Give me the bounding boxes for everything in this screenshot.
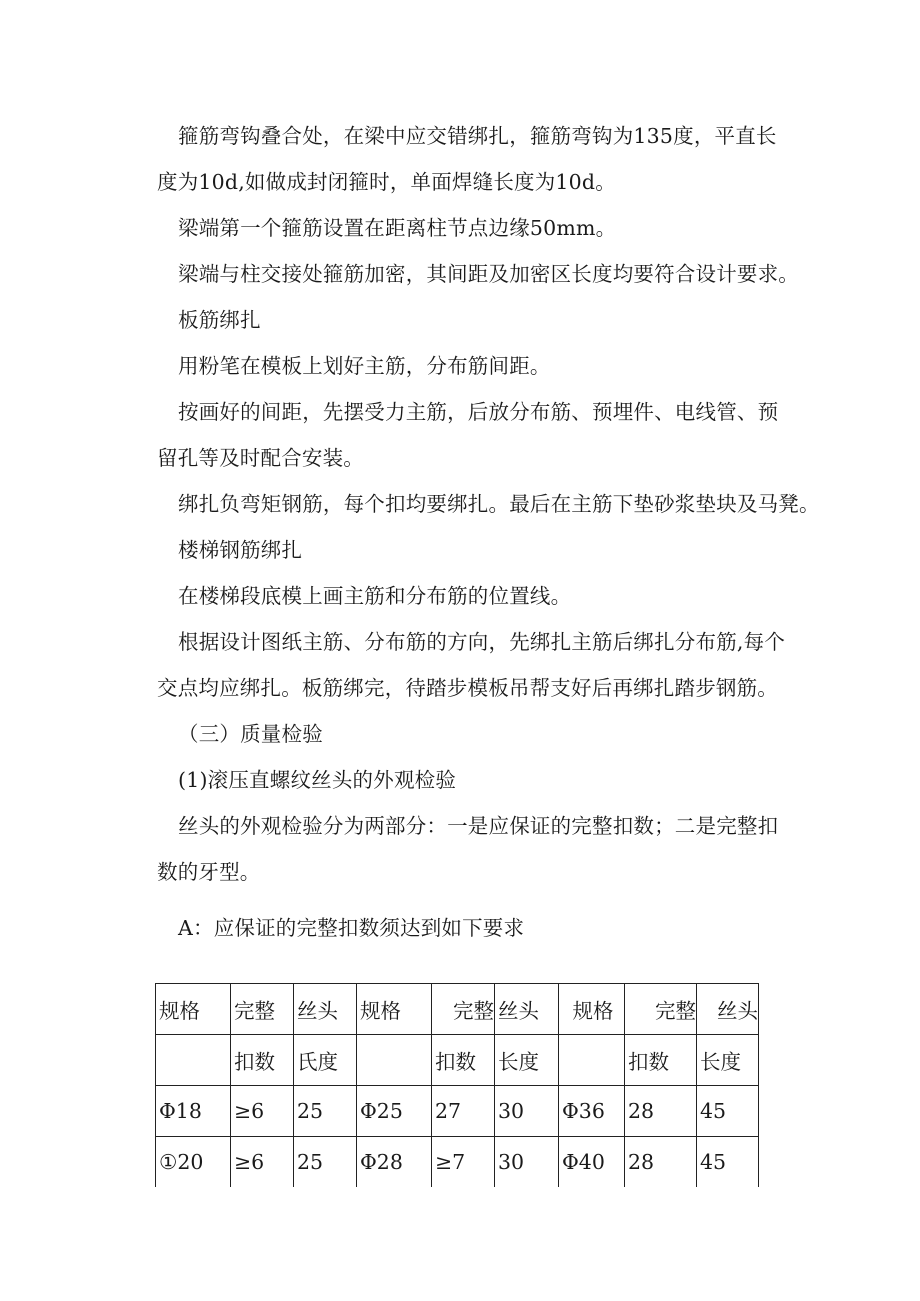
table-cell: 27	[432, 1086, 495, 1137]
heading-slab-rebar: 板筋绑扎	[178, 308, 261, 332]
table-cell: ①20	[156, 1137, 231, 1188]
paragraph-stair-lines: 在楼梯段底模上画主筋和分布筋的位置线。	[178, 584, 572, 608]
table-cell: 45	[697, 1086, 759, 1137]
table-cell: 丝头	[697, 984, 759, 1035]
table-cell: 扣数	[625, 1035, 697, 1086]
table-cell: 规格	[156, 984, 231, 1035]
paragraph-appearance-parts: 丝头的外观检验分为两部分：一是应保证的完整扣数；二是完整扣数的牙型。	[157, 814, 779, 884]
table-cell: 完整	[625, 984, 697, 1035]
heading-stair-rebar: 楼梯钢筋绑扎	[178, 538, 303, 562]
heading-quality-inspection: （三）质量检验	[178, 722, 323, 746]
table-cell: 25	[294, 1137, 357, 1188]
table-cell: 45	[697, 1137, 759, 1188]
paragraph-stirrup-hook: 箍筋弯钩叠合处，在梁中应交错绑扎，箍筋弯钩为135度，平直长度为10d,如做成封闭箍时，单面焊缝长度为10d。	[157, 124, 777, 194]
table-cell: 完整	[231, 984, 294, 1035]
table-cell: 丝头	[495, 984, 559, 1035]
table-header-row	[156, 984, 759, 1035]
paragraph-placement-order: 按画好的间距，先摆受力主筋，后放分布筋、预埋件、电线管、预留孔等及时配合安装。	[157, 400, 779, 470]
table-cell: 28	[625, 1086, 697, 1137]
table-cell	[357, 1035, 432, 1086]
table-cell: 30	[495, 1137, 559, 1188]
table-row	[156, 1137, 759, 1188]
table-cell: 28	[625, 1137, 697, 1188]
table-cell: ≥6	[231, 1086, 294, 1137]
table-cell: 丝头	[294, 984, 357, 1035]
table-cell: 长度	[697, 1035, 759, 1086]
table-cell	[156, 1035, 231, 1086]
table-cell: 长度	[495, 1035, 559, 1086]
table-cell: Φ36	[559, 1086, 625, 1137]
table-cell: ≥6	[231, 1137, 294, 1188]
table-cell: 规格	[559, 984, 625, 1035]
heading-thread-appearance: (1)滚压直螺纹丝头的外观检验	[178, 768, 457, 792]
table-cell: 扣数	[231, 1035, 294, 1086]
paragraph-requirement-a: A：应保证的完整扣数须达到如下要求	[178, 916, 525, 940]
thread-spec-table	[155, 983, 759, 1187]
table-cell: Φ40	[559, 1137, 625, 1188]
paragraph-negative-moment: 绑扎负弯矩钢筋，每个扣均要绑扎。最后在主筋下垫砂浆垫块及马凳。	[178, 492, 820, 516]
table-cell: 扣数	[432, 1035, 495, 1086]
table-row	[156, 1086, 759, 1137]
table-cell: ≥7	[432, 1137, 495, 1188]
table-cell: Φ28	[357, 1137, 432, 1188]
table-cell: Φ25	[357, 1086, 432, 1137]
table-cell: 规格	[357, 984, 432, 1035]
table-cell: Φ18	[156, 1086, 231, 1137]
paragraph-stirrup-densify: 梁端与柱交接处箍筋加密，其间距及加密区长度均要符合设计要求。	[178, 262, 799, 286]
table-cell: 氏度	[294, 1035, 357, 1086]
paragraph-stair-binding: 根据设计图纸主筋、分布筋的方向，先绑扎主筋后绑扎分布筋,每个交点均应绑扎。板筋绑完，待踏步模板吊帮支好后再绑扎踏步钢筋。	[157, 630, 786, 700]
paragraph-chalk-marking: 用粉笔在模板上划好主筋，分布筋间距。	[178, 354, 551, 378]
paragraph-first-stirrup: 梁端第一个箍筋设置在距离柱节点边缘50mm。	[178, 216, 617, 240]
table-header-row	[156, 1035, 759, 1086]
table-cell: 30	[495, 1086, 559, 1137]
table-cell	[559, 1035, 625, 1086]
table-cell: 完整	[432, 984, 495, 1035]
table-cell: 25	[294, 1086, 357, 1137]
